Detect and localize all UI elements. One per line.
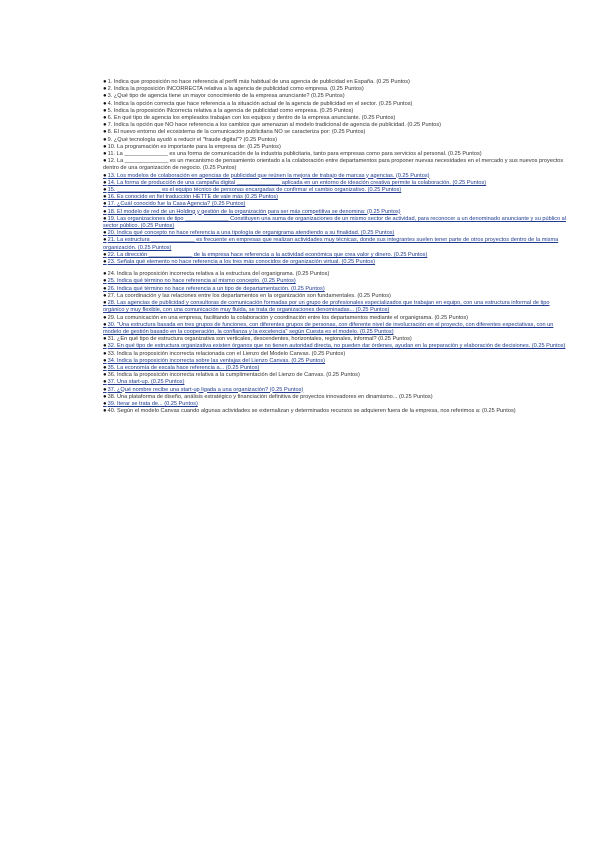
bullet-icon: ●	[103, 208, 107, 215]
question-item[interactable]	[103, 300, 569, 314]
question-item[interactable]	[103, 194, 569, 201]
question-number: 9.	[107, 136, 114, 143]
bullet-icon: ●	[103, 285, 107, 292]
bullet-icon: ●	[103, 292, 107, 299]
question-item[interactable]	[103, 259, 569, 266]
question-text: Indica la proposición INcorrecta relativa a la agencia de publicidad como empresa. (0.25 Puntos)	[113, 107, 354, 114]
question-text: Indica la proposición incorrecta relativa a la estructura del organigrama. (0.25 Puntos)	[116, 271, 330, 278]
question-number: 20.	[107, 230, 117, 237]
question-number: 40.	[107, 408, 117, 415]
question-number: 36.	[107, 372, 117, 379]
bullet-icon: ●	[103, 300, 107, 307]
bullet-icon: ●	[103, 79, 107, 85]
bullet-icon: ●	[103, 179, 107, 186]
bullet-icon: ●	[103, 357, 107, 364]
question-item[interactable]	[103, 201, 569, 208]
bullet-icon: ●	[103, 215, 107, 222]
question-text: Indica la opción que NO hace referencia a los cambios que amenazan al modelo tradicional de agencia de publicidad. (0.25 Puntos)	[113, 122, 441, 129]
question-text: Indica que proposición no hace referencia al perfil más habitual de una agencia de publicidad en España. (0.25 Puntos)	[113, 79, 410, 85]
question-number: 21.	[107, 237, 117, 244]
question-number: 31.	[107, 336, 117, 343]
bullet-icon: ●	[103, 151, 107, 158]
question-number: 28.	[107, 300, 117, 307]
question-number: 2.	[107, 86, 114, 93]
question-number: 37.	[107, 386, 117, 393]
bullet-icon: ●	[103, 100, 107, 107]
question-number: 17.	[107, 201, 117, 208]
question-item[interactable]	[103, 173, 569, 180]
question-number: 10.	[107, 143, 117, 150]
bullet-icon: ●	[103, 172, 107, 179]
question-item[interactable]	[103, 379, 569, 386]
question-text: Indica la opción correcta que hace referencia a la situación actual de la agencia de publicidad en el sector. (0.25 Puntos)	[113, 100, 413, 107]
question-number: 23.	[107, 259, 117, 266]
bullet-icon: ●	[103, 393, 107, 400]
question-text: Una start-up. (0.25 Puntos)	[116, 379, 185, 386]
bullet-icon: ●	[103, 251, 107, 258]
question-item	[103, 144, 569, 151]
question-number: 30.	[107, 321, 117, 328]
bullet-icon: ●	[103, 86, 107, 93]
question-item[interactable]	[103, 216, 569, 230]
question-text: Una plataforma de diseño, análisis estratégico y financiación definitiva de proyectos innovadores en dinamismo... (0.25 Puntos)	[116, 393, 433, 400]
bullet-icon: ●	[103, 278, 107, 285]
question-text: La forma de producción de una campaña digital ______________ aplicada en un entorno de ideación creativa permite la colaboración. (0.25 Puntos)	[116, 179, 487, 186]
question-number: 6.	[107, 115, 114, 122]
question-number: 24.	[107, 271, 117, 278]
question-item[interactable]	[103, 209, 569, 216]
question-number: 19.	[107, 215, 117, 222]
question-number: 4.	[107, 100, 114, 107]
question-number: 7.	[107, 122, 114, 129]
question-number: 39.	[107, 400, 117, 407]
bullet-icon: ●	[103, 259, 107, 266]
question-text: ______________ es el equipo técnico de personas encargadas de confirmar el cambio organizativo. (0.25 Puntos)	[116, 187, 402, 194]
question-number: 32.	[107, 343, 117, 350]
bullet-icon: ●	[103, 314, 107, 321]
bullet-icon: ●	[103, 187, 107, 194]
question-item	[103, 408, 569, 415]
question-number: 5.	[107, 107, 114, 114]
question-number: 8.	[107, 129, 114, 136]
question-item	[103, 336, 569, 343]
question-text: La programación es importante para la empresa de: (0.25 Puntos)	[116, 143, 281, 150]
bullet-icon: ●	[103, 237, 107, 244]
bullet-icon: ●	[103, 143, 107, 150]
question-text: Indica qué concepto no hace referencia a una tipología de organigrama atendiendo a su finalidad. (0.25 Puntos)	[116, 230, 395, 237]
question-item	[103, 79, 569, 86]
bullet-icon: ●	[103, 158, 107, 165]
question-text: ¿Qué nombre recibe una start-up ligada a una organización? (0.25 Puntos)	[116, 386, 304, 393]
question-text: El modelo de red de un Holding y gestión de la organización para ser más competitiva se denomina: (0.25 Puntos)	[116, 208, 401, 215]
question-text: Indica la proposición INCORRECTA relativa a la agencia de publicidad como empresa. (0.25 Puntos)	[113, 86, 364, 93]
question-text: Las organizaciones de tipo ______________ Constituyen una suma de organizaciones de un mismo sector de actividad, para reconocer a un denominado anunciante y su público al sector público. (0.25 Puntos)	[103, 215, 567, 230]
question-item[interactable]	[103, 358, 569, 365]
question-item	[103, 315, 569, 322]
question-item	[103, 137, 569, 144]
question-text: La ______________ es una forma de comunicación de la industria publicitaria, tanto para empresas como para servicios al personal. (0.25 Puntos)	[116, 151, 482, 158]
bullet-icon: ●	[103, 230, 107, 237]
question-item	[103, 372, 569, 379]
question-text: Indica qué término no hace referencia al mismo concepto. (0.25 Puntos)	[116, 278, 296, 285]
bullet-icon: ●	[103, 136, 107, 143]
question-item	[103, 271, 569, 278]
question-item	[103, 394, 569, 401]
question-text: Según el modelo Canvas cuando algunas actividades se externalizan y determinados recursos se adquieren fuera de la empresa, nos referimos a: (0.25 Puntos)	[116, 408, 516, 415]
question-list	[103, 79, 569, 415]
question-text: La dirección ______________ de la empresa hace referencia a la actividad económica que crea valor y dinero. (0.25 Puntos)	[116, 251, 428, 258]
question-text: Señala qué elemento no hace referencia a los tres más conocidos de organización virtual. (0.25 Puntos)	[116, 259, 376, 266]
question-item	[103, 158, 569, 172]
question-item	[103, 101, 569, 108]
bullet-icon: ●	[103, 93, 107, 100]
question-item	[103, 129, 569, 136]
bullet-icon: ●	[103, 386, 107, 393]
question-item[interactable]	[103, 230, 569, 237]
question-number: 34.	[107, 357, 117, 364]
question-text: Es conocido en fiel traducción HETTE de vale más (0.25 Puntos)	[116, 194, 279, 201]
question-number: 16.	[107, 194, 117, 201]
question-item	[103, 122, 569, 129]
question-number: 29.	[107, 314, 117, 321]
question-number: 35.	[107, 364, 117, 371]
question-number: 27.	[107, 292, 117, 299]
question-number: 1.	[107, 79, 114, 85]
question-text: El nuevo entorno del ecosistema de la comunicación publicitaria NO se caracteriza por: (0.25 Puntos)	[113, 129, 366, 136]
question-number: 33.	[107, 350, 117, 357]
bullet-icon: ●	[103, 372, 107, 379]
question-item[interactable]	[103, 180, 569, 187]
bullet-icon: ●	[103, 379, 107, 386]
question-number: 11.	[107, 151, 117, 158]
question-number: 12.	[107, 158, 117, 165]
question-text: Indica la proposición incorrecta relacionada con el Lienzo del Modelo Canvas. (0.25 Puntos)	[116, 350, 346, 357]
bullet-icon: ●	[103, 350, 107, 357]
question-text: ¿Qué tecnología ayudó a reducir el "fraude digital"? (0.25 Puntos)	[113, 136, 278, 143]
question-number: 13.	[107, 172, 117, 179]
question-item[interactable]	[103, 322, 569, 336]
question-text: La comunicación en una empresa, facilitando la colaboración y coordinación entre los departamentos mediante el organigrama. (0.25 Puntos)	[116, 314, 469, 321]
bullet-icon: ●	[103, 336, 107, 343]
bullet-icon: ●	[103, 115, 107, 122]
question-text: En qué tipo de agencia los empleados trabajan con los equipos y dentro de la empresa anunciante. (0.25 Puntos)	[113, 115, 396, 122]
question-number: 22.	[107, 251, 117, 258]
question-number: 26.	[107, 285, 117, 292]
question-text: ¿En qué tipo de estructura organizativa son verticales, descendentes, horizontales, regionales, informal? (0.25 Puntos)	[116, 336, 412, 343]
bullet-icon: ●	[103, 408, 107, 415]
question-item	[103, 108, 569, 115]
question-text: En qué tipo de estructura organizativa existen órganos que no tienen autoridad directa, no pueden dar órdenes, ayudan en la preparación y elaboración de decisiones. (0.25 Puntos)	[116, 343, 566, 350]
question-item[interactable]	[103, 401, 569, 408]
question-item	[103, 86, 569, 93]
question-number: 25.	[107, 278, 117, 285]
question-item[interactable]	[103, 286, 569, 293]
question-text: La economía de escala hace referencia a... (0.25 Puntos)	[116, 364, 260, 371]
question-item	[103, 293, 569, 300]
bullet-icon: ●	[103, 107, 107, 114]
question-item[interactable]	[103, 187, 569, 194]
question-text: La ______________ es un mecanismo de pensamiento orientado a la colaboración entre departamentos para proponer nuevas necesidades en el mercado y sus nuevos proyectos dentro de una organización de negocio. (0.25 Puntos)	[103, 158, 564, 172]
question-text: Indica qué término no hace referencia a un tipo de departamentación. (0.25 Puntos)	[116, 285, 325, 292]
question-text: Las agencias de publicidad y consultoras de comunicación formadas por un grupo de profesionales especializados que trabajan en equipo, con una estructura informal de tipo orgánico y muy flexible, con una comunicación muy fluida, se trata de organizaciones denominadas... (0.25 Puntos)	[103, 300, 550, 314]
bullet-icon: ●	[103, 400, 107, 407]
question-item	[103, 115, 569, 122]
question-item	[103, 351, 569, 358]
question-item[interactable]	[103, 237, 569, 251]
question-text: Los modelos de colaboración en agencias de publicidad que reúnen la mejora de trabajo de marcas y agencias. (0.25 Puntos)	[116, 172, 430, 179]
bullet-icon: ●	[103, 122, 107, 129]
question-text: Indica la proposición incorrecta sobre las ventajas del Lienzo Canvas. (0.25 Puntos)	[116, 357, 325, 364]
question-number: 38.	[107, 393, 117, 400]
bullet-icon: ●	[103, 129, 107, 136]
bullet-icon: ●	[103, 194, 107, 201]
question-number: 15.	[107, 187, 117, 194]
question-text: La estructura ______________ es frecuente en empresas que realizan actividades muy técnicas, donde sus integrantes suelen tener parte de otros proyectos dentro de la misma organización. (0.25 Puntos)	[103, 237, 559, 251]
question-number: 18.	[107, 208, 117, 215]
bullet-icon: ●	[103, 364, 107, 371]
question-text: "Una estructura basada en tres grupos de funciones, con diferentes grupos de personas, con diferente nivel de involucración en el proyecto, con diferentes expectativas, con un modelo de gestión basado en la cooperación, la confianza y la excelencia" según Cuesta es el modelo. (0.25 Puntos)	[103, 321, 554, 335]
bullet-icon: ●	[103, 321, 107, 328]
question-number: 37.	[107, 379, 117, 386]
question-text: ¿Qué tipo de agencia tiene un mayor conocimiento de la empresa anunciante? (0.25 Puntos)	[113, 93, 345, 100]
question-item	[103, 151, 569, 158]
question-text: La coordinación y las relaciones entre los departamentos en la organización son fundamentales. (0.25 Puntos)	[116, 292, 391, 299]
bullet-icon: ●	[103, 201, 107, 208]
question-item[interactable]	[103, 278, 569, 285]
question-number: 3.	[107, 93, 114, 100]
question-item	[103, 93, 569, 100]
question-item[interactable]	[103, 387, 569, 394]
question-text: Iterar se trata de... (0.25 Puntos)	[116, 400, 198, 407]
question-item[interactable]	[103, 343, 569, 350]
question-text: ¿Cuál conocido fue la Casa Agencia? (0.25 Puntos)	[116, 201, 246, 208]
bullet-icon: ●	[103, 343, 107, 350]
bullet-icon: ●	[103, 271, 107, 278]
question-number: 14.	[107, 179, 117, 186]
question-item[interactable]	[103, 252, 569, 259]
question-text: Indica la proposición incorrecta relativa a la cumplimentación del Lienzo de Canvas. (0.25 Puntos)	[116, 372, 360, 379]
question-item[interactable]	[103, 365, 569, 372]
